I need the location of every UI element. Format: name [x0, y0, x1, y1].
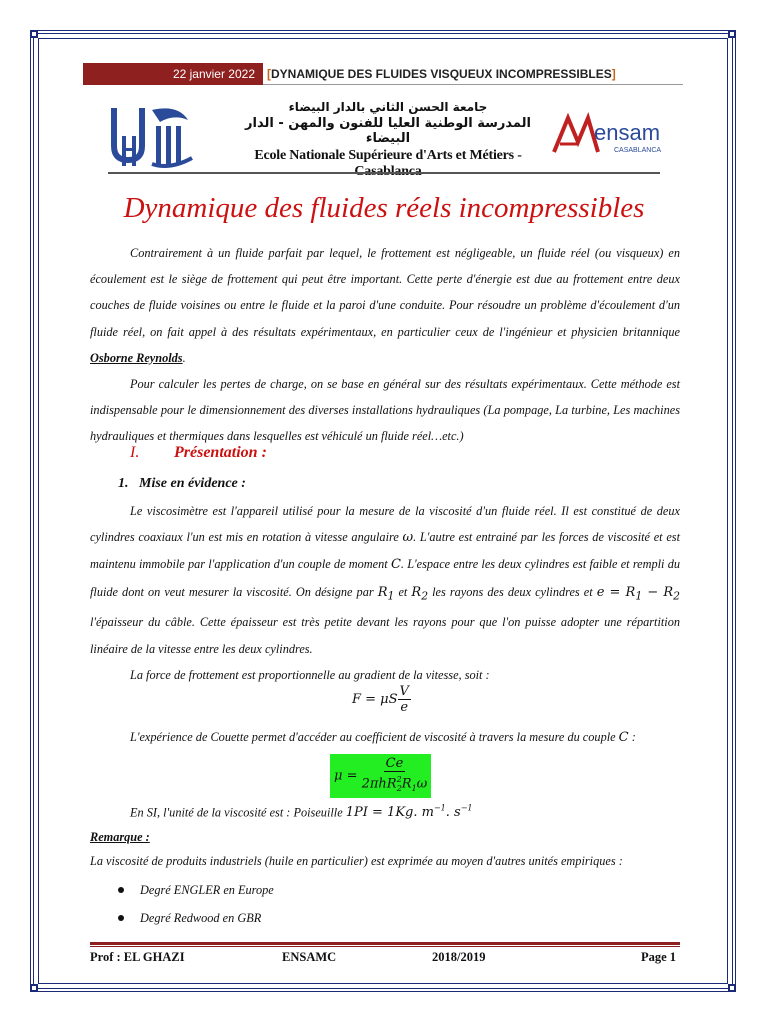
header-title — [263, 63, 683, 85]
ensam-logo-icon — [550, 104, 662, 164]
subsection-number: 1. — [118, 476, 129, 491]
ensam-logo-text: ensam — [594, 120, 661, 145]
couette-c-symbol: C — [618, 730, 629, 745]
footer-divider-thin — [90, 946, 680, 947]
visco-text-b: . L'autre est entrainé par les forces de viscosité et est maintenu immobile par l'application d'un couple de moment — [90, 530, 680, 572]
footer-year: 2018/2019 — [432, 950, 486, 964]
header-bracket-close: ] — [611, 66, 616, 81]
intro-section — [90, 240, 680, 450]
footer-school: ENSAMC — [282, 950, 337, 964]
corner-ornament — [728, 984, 736, 992]
list-item-text: Degré ENGLER en Europe — [140, 882, 274, 897]
footer-page-number: Page 1 — [640, 950, 676, 964]
friction-force-paragraph: La force de frottement est proportionnelle au gradient de la vitesse, soit : — [130, 667, 490, 682]
eq2-numerator: Ce — [385, 756, 404, 771]
si-unit-text: En SI, l'unité de la viscosité est : Poiseuille — [130, 805, 346, 820]
visco-text-et: et — [394, 584, 412, 599]
list-item — [118, 876, 274, 904]
couette-text: L'expérience de Couette permet d'accéder au coefficient de viscosité à travers la mesure du couple — [130, 730, 619, 744]
omega-symbol: ω — [402, 530, 414, 546]
list-item-text: Degré Redwood en GBR — [140, 910, 262, 925]
reynolds-name: Osborne Reynolds — [90, 350, 183, 365]
page-footer — [90, 950, 680, 968]
visco-text-a: Le viscosimètre est l'appareil utilisé pour la mesure de la viscosité d'un fluide réel. Il est constitué de deux cylindres coaxiaux l'un est mis en rotation à vitesse angulaire — [90, 504, 680, 545]
visco-text-c: . L'espace entre les deux cylindres est faible et rempli du fluide dont on veut mesurer la viscosité. On désigne par — [90, 557, 680, 599]
school-name-block — [228, 100, 548, 180]
couette-sentence — [130, 730, 636, 745]
section-number: I. — [130, 444, 140, 461]
bullet-icon — [118, 915, 124, 921]
viscosity-equation — [330, 754, 431, 798]
header-date: 22 janvier 2022 — [83, 63, 263, 85]
document-title: Dynamique des fluides réels incompressibles — [123, 192, 645, 224]
intro-p1-text: Contrairement à un fluide parfait par lequel, le frottement est négligeable, un fluide réel (ou visqueux) en écoulement est le siège de frottement qui peut être important. Cette perte d'énergie est due au frottement entre deux couches de fluide voisines ou entre le fluide et la paroi d'une conduite. Pour résoudre un problème d'écoulement d'un fluide réel, on fait appel à des résultats expérimentaux, en particulier ceux de l'ingénieur et physicien britannique — [90, 246, 680, 339]
eq2-lhs: μ = — [334, 768, 362, 784]
viscosimeter-paragraph — [90, 498, 680, 662]
eq1-lhs: F = μS — [352, 692, 398, 707]
visco-text-d: les rayons des deux cylindres et — [428, 584, 597, 599]
subsection-heading — [118, 476, 246, 492]
couple-symbol: C — [390, 557, 401, 573]
header-bracket-open: [ — [267, 66, 271, 81]
section-title: Présentation : — [174, 444, 267, 461]
footer-author: Prof : EL GHAZI — [90, 950, 185, 964]
school-name-french: Ecole Nationale Supérieure d'Arts et Métiers - — [254, 148, 522, 163]
corner-ornament — [30, 984, 38, 992]
eq2-fraction — [362, 756, 428, 796]
bullet-icon — [118, 887, 124, 893]
banner-divider — [108, 172, 660, 174]
unit-list — [118, 876, 274, 932]
thickness-equation: $e = R_1 - R_2$ — [596, 584, 681, 603]
running-header — [83, 63, 683, 85]
footer-divider — [90, 942, 680, 945]
si-unit-sentence — [130, 804, 472, 820]
intro-paragraph-2: Pour calculer les pertes de charge, on se base en général sur des résultats expérimentaux. Cette méthode est indispensable pour le dimensionnement des diverses installations hydrauliques (La pompage, La turbine, Les machines hydrauliques et thermiques dans lesquelles est véhiculé un fluide réel…etc.) — [90, 377, 680, 444]
corner-ornament — [728, 30, 736, 38]
eq2-denominator: $2\pi hR^2_2R_1\omega$ — [361, 775, 428, 793]
school-banner — [108, 96, 660, 176]
intro-p1-end: . — [182, 350, 186, 365]
university-name-arabic: جامعة الحسن الثاني بالدار البيضاء — [288, 100, 488, 114]
eq1-denominator: e — [400, 700, 409, 715]
school-name-arabic: المدرسة الوطنية العليا للفنون والمهن - الدار البيضاء — [245, 116, 531, 146]
r2-symbol: $R_2$ — [411, 584, 429, 603]
list-item — [118, 904, 274, 932]
remarque-text: La viscosité de produits industriels (huile en particulier) est exprimée au moyen d'autres unités empiriques : — [90, 854, 623, 868]
couette-end: : — [628, 730, 636, 744]
header-title-text: DYNAMIQUE DES FLUIDES VISQUEUX INCOMPRESSIBLES — [271, 66, 612, 81]
friction-force-equation — [352, 684, 411, 715]
eq1-numerator: V — [399, 684, 409, 699]
r1-symbol: $R_1$ — [377, 584, 395, 603]
remarque-label: Remarque : — [90, 830, 150, 844]
ensam-logo-subtext: CASABLANCA — [614, 147, 662, 154]
visco-text-e: l'épaisseur du câble. Cette épaisseur est très petite devant les rayons pour que l'on puisse adopter une répartition linéaire de la vitesse entre les deux cylindres. — [90, 615, 680, 656]
subsection-title: Mise en évidence : — [139, 476, 246, 491]
corner-ornament — [30, 30, 38, 38]
intro-paragraph-1 — [90, 240, 680, 371]
poiseuille-equation: 1PI = 1Kg. $m^{-1}$. $s^{-1}$ — [345, 804, 473, 821]
mise-en-evidence-text — [90, 498, 680, 688]
eq1-fraction — [398, 684, 411, 715]
section-heading — [130, 444, 267, 462]
university-logo-icon — [108, 102, 198, 170]
